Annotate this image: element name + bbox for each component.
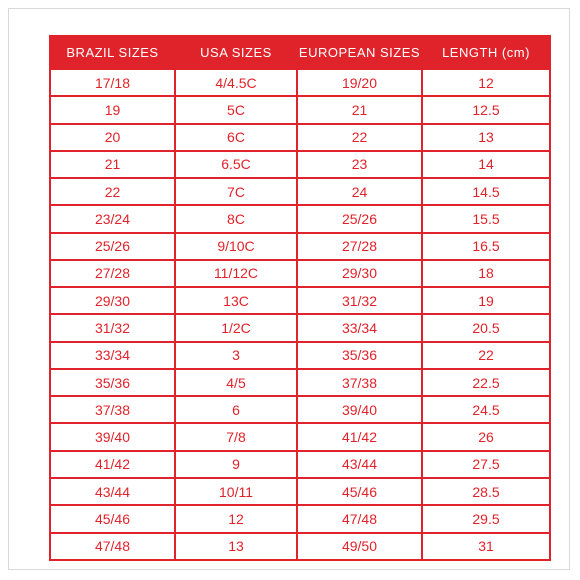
brazil-size-cell: 37/38 xyxy=(50,396,175,423)
length-cm-cell: 15.5 xyxy=(422,205,550,232)
usa-size-cell: 4/5 xyxy=(175,369,297,396)
european-size-cell: 25/26 xyxy=(297,205,422,232)
usa-size-cell: 6 xyxy=(175,396,297,423)
length-cm-cell: 26 xyxy=(422,423,550,450)
header-brazil-sizes: BRAZIL SIZES xyxy=(50,36,175,69)
european-size-cell: 19/20 xyxy=(297,69,422,96)
european-size-cell: 45/46 xyxy=(297,478,422,505)
table-row xyxy=(50,478,550,505)
table-row xyxy=(50,260,550,287)
size-chart-frame xyxy=(8,8,570,570)
usa-size-cell: 7C xyxy=(175,178,297,205)
european-size-cell: 35/36 xyxy=(297,342,422,369)
length-cm-cell: 27.5 xyxy=(422,451,550,478)
european-size-cell: 39/40 xyxy=(297,396,422,423)
brazil-size-cell: 22 xyxy=(50,178,175,205)
brazil-size-cell: 29/30 xyxy=(50,287,175,314)
length-cm-cell: 19 xyxy=(422,287,550,314)
length-cm-cell: 16.5 xyxy=(422,233,550,260)
header-length-cm: LENGTH (cm) xyxy=(422,36,550,69)
table-row xyxy=(50,396,550,423)
usa-size-cell: 4/4.5C xyxy=(175,69,297,96)
usa-size-cell: 12 xyxy=(175,505,297,532)
table-row xyxy=(50,369,550,396)
length-cm-cell: 24.5 xyxy=(422,396,550,423)
brazil-size-cell: 43/44 xyxy=(50,478,175,505)
brazil-size-cell: 27/28 xyxy=(50,260,175,287)
table-row xyxy=(50,233,550,260)
usa-size-cell: 8C xyxy=(175,205,297,232)
header-usa-sizes: USA SIZES xyxy=(175,36,297,69)
brazil-size-cell: 19 xyxy=(50,96,175,123)
brazil-size-cell: 17/18 xyxy=(50,69,175,96)
european-size-cell: 27/28 xyxy=(297,233,422,260)
header-european-sizes: EUROPEAN SIZES xyxy=(297,36,422,69)
usa-size-cell: 9/10C xyxy=(175,233,297,260)
table-row xyxy=(50,69,550,96)
table-row xyxy=(50,205,550,232)
brazil-size-cell: 41/42 xyxy=(50,451,175,478)
length-cm-cell: 20.5 xyxy=(422,314,550,341)
length-cm-cell: 28.5 xyxy=(422,478,550,505)
size-chart-header xyxy=(50,36,550,69)
length-cm-cell: 22 xyxy=(422,342,550,369)
table-row xyxy=(50,151,550,178)
brazil-size-cell: 21 xyxy=(50,151,175,178)
european-size-cell: 33/34 xyxy=(297,314,422,341)
length-cm-cell: 14 xyxy=(422,151,550,178)
table-row xyxy=(50,451,550,478)
european-size-cell: 43/44 xyxy=(297,451,422,478)
usa-size-cell: 11/12C xyxy=(175,260,297,287)
length-cm-cell: 31 xyxy=(422,533,550,560)
size-chart-body xyxy=(50,69,550,560)
european-size-cell: 47/48 xyxy=(297,505,422,532)
european-size-cell: 37/38 xyxy=(297,369,422,396)
brazil-size-cell: 33/34 xyxy=(50,342,175,369)
european-size-cell: 49/50 xyxy=(297,533,422,560)
brazil-size-cell: 31/32 xyxy=(50,314,175,341)
table-row xyxy=(50,314,550,341)
length-cm-cell: 22.5 xyxy=(422,369,550,396)
table-row xyxy=(50,342,550,369)
usa-size-cell: 3 xyxy=(175,342,297,369)
brazil-size-cell: 25/26 xyxy=(50,233,175,260)
european-size-cell: 21 xyxy=(297,96,422,123)
european-size-cell: 22 xyxy=(297,124,422,151)
table-row xyxy=(50,96,550,123)
table-row xyxy=(50,124,550,151)
length-cm-cell: 12 xyxy=(422,69,550,96)
brazil-size-cell: 39/40 xyxy=(50,423,175,450)
length-cm-cell: 14.5 xyxy=(422,178,550,205)
table-row xyxy=(50,178,550,205)
brazil-size-cell: 45/46 xyxy=(50,505,175,532)
european-size-cell: 31/32 xyxy=(297,287,422,314)
table-row xyxy=(50,533,550,560)
usa-size-cell: 10/11 xyxy=(175,478,297,505)
brazil-size-cell: 20 xyxy=(50,124,175,151)
table-row xyxy=(50,423,550,450)
brazil-size-cell: 23/24 xyxy=(50,205,175,232)
european-size-cell: 24 xyxy=(297,178,422,205)
length-cm-cell: 12.5 xyxy=(422,96,550,123)
usa-size-cell: 5C xyxy=(175,96,297,123)
european-size-cell: 29/30 xyxy=(297,260,422,287)
brazil-size-cell: 47/48 xyxy=(50,533,175,560)
length-cm-cell: 29.5 xyxy=(422,505,550,532)
table-row xyxy=(50,287,550,314)
size-chart-table xyxy=(49,35,551,561)
length-cm-cell: 13 xyxy=(422,124,550,151)
usa-size-cell: 9 xyxy=(175,451,297,478)
usa-size-cell: 1/2C xyxy=(175,314,297,341)
european-size-cell: 23 xyxy=(297,151,422,178)
header-row xyxy=(50,36,550,69)
usa-size-cell: 13 xyxy=(175,533,297,560)
brazil-size-cell: 35/36 xyxy=(50,369,175,396)
european-size-cell: 41/42 xyxy=(297,423,422,450)
usa-size-cell: 6C xyxy=(175,124,297,151)
usa-size-cell: 6.5C xyxy=(175,151,297,178)
usa-size-cell: 7/8 xyxy=(175,423,297,450)
table-row xyxy=(50,505,550,532)
length-cm-cell: 18 xyxy=(422,260,550,287)
usa-size-cell: 13C xyxy=(175,287,297,314)
